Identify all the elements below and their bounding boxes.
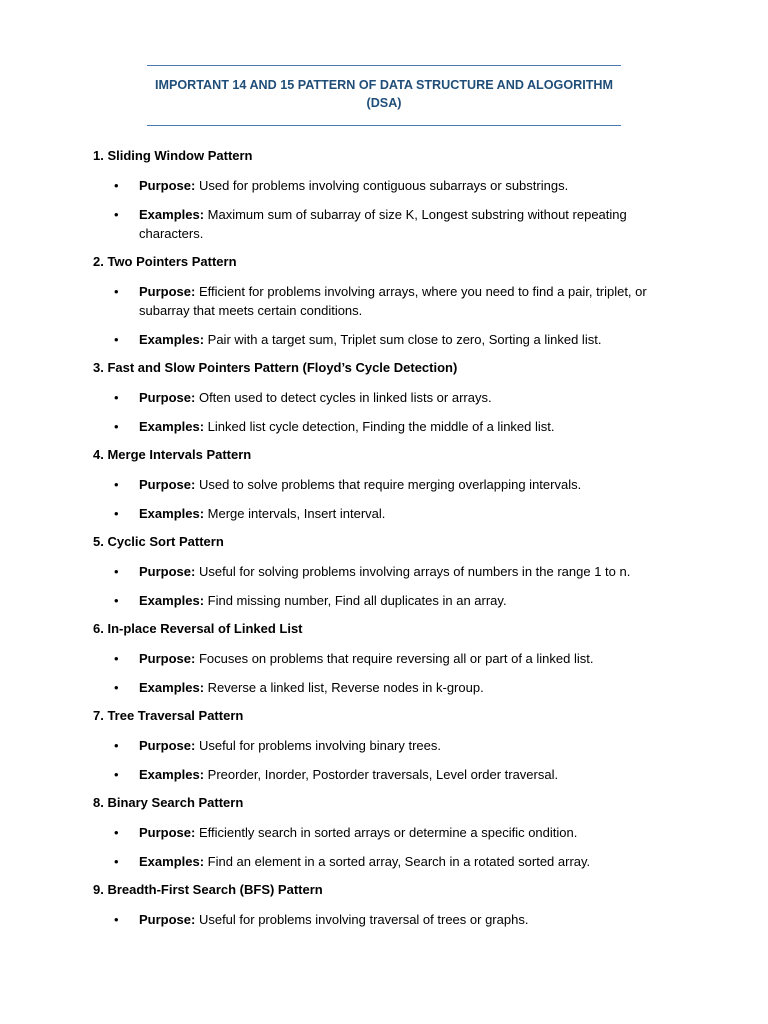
bullet-list (93, 823, 678, 871)
bullet-list (93, 176, 678, 243)
section-heading: 5. Cyclic Sort Pattern (93, 534, 224, 549)
item-text: Find an element in a sorted array, Search in a rotated sorted array. (204, 854, 591, 869)
item-text: Used to solve problems that require merging overlapping intervals. (195, 477, 582, 492)
item-label: Examples: (139, 506, 205, 521)
list-item (93, 205, 678, 243)
bullet-icon: • (114, 912, 119, 927)
pattern-section (93, 446, 678, 523)
page-title: IMPORTANT 14 AND 15 PATTERN OF DATA STRUCTURE AND ALOGORITHM (DSA) (154, 78, 614, 110)
list-item (93, 678, 678, 697)
bullet-icon: • (114, 854, 119, 869)
pattern-section (93, 707, 678, 784)
item-label: Examples: (139, 207, 205, 222)
item-label: Purpose: (139, 564, 196, 579)
list-item (93, 176, 678, 195)
bullet-list (93, 282, 678, 349)
item-text: Efficient for problems involving arrays, where you need to find a pair, triplet, or subarray that meets certain conditions. (139, 284, 647, 318)
list-item (93, 330, 678, 349)
bullet-icon: • (114, 332, 119, 347)
item-label: Examples: (139, 332, 205, 347)
pattern-section (93, 147, 678, 243)
list-item (93, 736, 678, 755)
list-item (93, 852, 678, 871)
list-item (93, 649, 678, 668)
bullet-list (93, 649, 678, 697)
section-heading: 9. Breadth-First Search (BFS) Pattern (93, 882, 323, 897)
item-text: Useful for problems involving binary trees. (195, 738, 442, 753)
bullet-icon: • (114, 284, 119, 299)
item-label: Purpose: (139, 390, 196, 405)
list-item (93, 417, 678, 436)
pattern-section (93, 620, 678, 697)
bullet-icon: • (114, 207, 119, 222)
bullet-icon: • (114, 419, 119, 434)
bullet-icon: • (114, 767, 119, 782)
pattern-section (93, 533, 678, 610)
list-item (93, 765, 678, 784)
list-item (93, 282, 678, 320)
title-rule-bottom (147, 125, 621, 126)
bullet-icon: • (114, 564, 119, 579)
item-label: Purpose: (139, 178, 196, 193)
item-label: Examples: (139, 854, 205, 869)
pattern-section (93, 359, 678, 436)
pattern-section (93, 881, 678, 929)
section-heading: 8. Binary Search Pattern (93, 795, 244, 810)
bullet-list (93, 475, 678, 523)
item-text: Merge intervals, Insert interval. (204, 506, 386, 521)
section-heading: 1. Sliding Window Pattern (93, 148, 253, 163)
section-heading: 6. In-place Reversal of Linked List (93, 621, 303, 636)
item-text: Useful for problems involving traversal of trees or graphs. (195, 912, 529, 927)
list-item (93, 591, 678, 610)
pattern-section (93, 253, 678, 349)
item-text: Useful for solving problems involving arrays of numbers in the range 1 to n. (195, 564, 631, 579)
item-label: Purpose: (139, 825, 196, 840)
item-label: Purpose: (139, 477, 196, 492)
bullet-list (93, 910, 678, 929)
item-text: Efficiently search in sorted arrays or determine a specific ondition. (195, 825, 578, 840)
bullet-list (93, 388, 678, 436)
section-heading: 7. Tree Traversal Pattern (93, 708, 244, 723)
section-heading: 2. Two Pointers Pattern (93, 254, 237, 269)
bullet-list (93, 736, 678, 784)
section-heading: 4. Merge Intervals Pattern (93, 447, 252, 462)
list-item (93, 475, 678, 494)
item-text: Pair with a target sum, Triplet sum close to zero, Sorting a linked list. (204, 332, 602, 347)
item-label: Purpose: (139, 738, 196, 753)
list-item (93, 562, 678, 581)
item-label: Purpose: (139, 284, 196, 299)
item-label: Examples: (139, 419, 205, 434)
item-text: Linked list cycle detection, Finding the middle of a linked list. (204, 419, 555, 434)
item-label: Examples: (139, 593, 205, 608)
item-label: Examples: (139, 767, 205, 782)
pattern-section (93, 794, 678, 871)
pattern-sections (93, 147, 678, 939)
bullet-list (93, 562, 678, 610)
item-text: Focuses on problems that require reversing all or part of a linked list. (195, 651, 594, 666)
list-item (93, 910, 678, 929)
bullet-icon: • (114, 738, 119, 753)
item-label: Purpose: (139, 651, 196, 666)
bullet-icon: • (114, 477, 119, 492)
list-item (93, 823, 678, 842)
item-text: Reverse a linked list, Reverse nodes in k-group. (204, 680, 484, 695)
item-text: Find missing number, Find all duplicates in an array. (204, 593, 507, 608)
item-label: Purpose: (139, 912, 196, 927)
bullet-icon: • (114, 178, 119, 193)
bullet-icon: • (114, 680, 119, 695)
item-text: Often used to detect cycles in linked lists or arrays. (195, 390, 492, 405)
bullet-icon: • (114, 506, 119, 521)
item-text: Preorder, Inorder, Postorder traversals, Level order traversal. (204, 767, 559, 782)
bullet-icon: • (114, 593, 119, 608)
list-item (93, 504, 678, 523)
item-text: Maximum sum of subarray of size K, Longest substring without repeating characters. (139, 207, 627, 241)
list-item (93, 388, 678, 407)
bullet-icon: • (114, 825, 119, 840)
section-heading: 3. Fast and Slow Pointers Pattern (Floyd’s Cycle Detection) (93, 360, 458, 375)
item-text: Used for problems involving contiguous subarrays or substrings. (195, 178, 569, 193)
bullet-icon: • (114, 390, 119, 405)
item-label: Examples: (139, 680, 205, 695)
title-rule-top (147, 65, 621, 66)
bullet-icon: • (114, 651, 119, 666)
